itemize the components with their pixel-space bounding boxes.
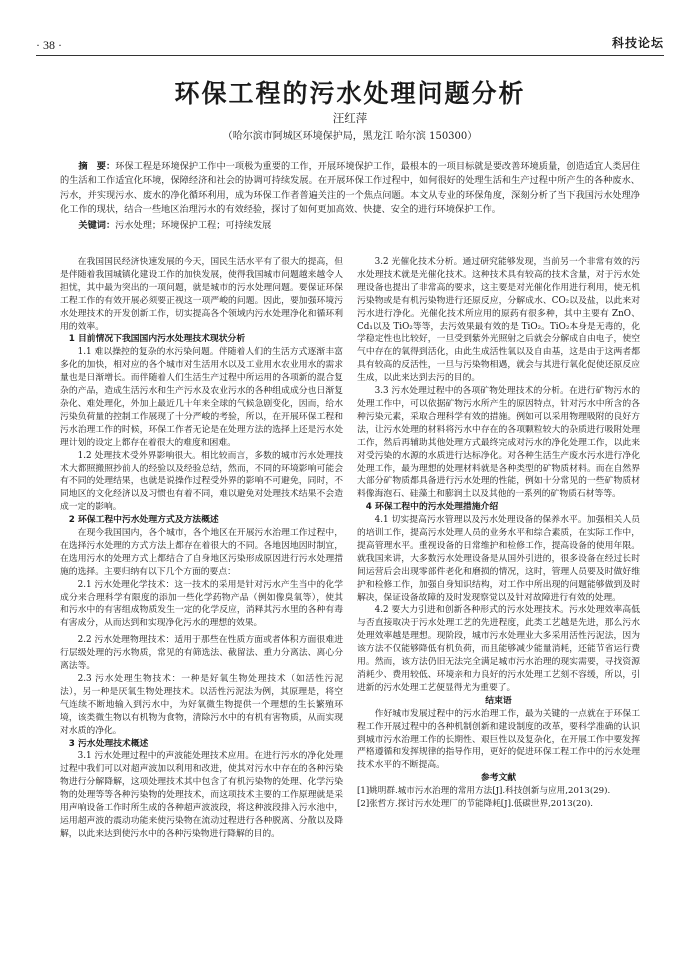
body-paragraph: 1.1 难以操控的复杂的水污染问题。伴随着人们的生活方式逐渐丰富多化的加快，相对应的各个城市对生活用水以及工业用水农业用水的需求量也是日渐增长。而伴随着人们生活生产过程中所运用的各项新的混合复杂的产品，造成生活污水和生产污水及农业污水的各种组成成分也日渐复杂化、难处理化，外加上最近几十年来全球的气候急剧变化，因而，给水污染负荷量的控制工作展现了十分严峻的考验，所以，在开展环保工程和污水治理工作的时候，环保工作者无论是在处理方法的选择上还是污水处理计划的设定上都存在着很大的难度和困难。 [60, 347, 343, 448]
page-header [36, 34, 664, 56]
body-paragraph: 在现今我国国内，各个城市，各个地区在开展污水治理工作过程中，在选择污水处理的方式方法上都存在着很大的不同。各地因地因时制宜，在选用污水的处理方式上都结合了自身地区污染形成原因进行污水处理措施的选择。主要归纳有以下几个方面的要点： [60, 528, 343, 577]
body-paragraph: 3.1 污水处理过程中的声波能处理技术应用。在进行污水的净化处理过程中我们可以对超声波加以利用和改进，使其对污水中存在的各种污染物进行分解降解，这项处理技术其中包含了有机污染物的处理、化学污染物的处理等等各种污染物的处理技术，而这项技术主要的工作原理就是采用声响设备工作时所生成的各种超声波波段，将这种波段排入污水池中，运用超声波的震动功能来使污染物在流动过程进行各种脱离、分散以及降解，以此来达到使污水中的各种污染物进行降解的目的。 [60, 751, 343, 839]
journal-name: 科技论坛 [611, 36, 664, 50]
section-heading: 2 环保工程中污水处理方式及方法概述 [68, 515, 219, 526]
keywords [60, 219, 640, 233]
article-author: 汪红萍 [332, 111, 368, 125]
abstract-text: 环保工程是环境保护工作中一项极为重要的工作，开展环境保护工作，最根本的一项目标就是要改善环境质量，创造适宜人类居住的生活和工作适宜化环境，保障经济和社会的协调可持续发展。在开展环保工作过程中，如何很好的处理生活和生产过程中所产生的各种废水、污水，并实现污水、废水的净化循环利用，成为环保工作者普遍关注的一个焦点问题。本文从专业的环保角度，深刻分析了当下我国污水处理净化工作的现状，结合一些地区治理污水的有效经验，探讨了如何更加高效、快捷、安全的进行环境保护工作。 [60, 161, 640, 215]
reference-item: [1]姚明群.城市污水治理的常用方法[J].科技创新与应用,2013(29). [357, 786, 611, 797]
body-paragraph: 2.3 污水处理生物技术：一种是好氧生物处理技术（如活性污泥法），另一种是厌氧生物处理技术。以活性污泥法为例，其原理是，将空气连续不断地输入到污水中，为好氧微生物提供一个理想的生长繁殖环境，该类微生物以有机物为食物，清除污水中的有机有害物质，从而实现对水质的净化。 [60, 674, 343, 736]
section-heading: 4 环保工程中的污水处理措施介绍 [365, 502, 499, 513]
body-paragraph: 在我国国民经济快速发展的今天，国民生活水平有了很大的提高，但是伴随着我国城镇化建设工作的加快发展，使得我国城市问题越来越令人担忧，其中最为突出的一项问题，就是城市的污水处理问题。要保证环保工程工作的有效开展必须要正视这一项严峻的问题。因此，要加强环境污水处理技术的开发创新工作，切实提高各个领域内污水处理净化和循环利用的效率。 [60, 257, 343, 332]
keywords-text: 污水处理；环境保护工程；可持续发展 [115, 220, 272, 231]
section-heading: 3 污水处理技术概述 [68, 738, 149, 749]
body-paragraph: 2.1 污水处理化学技术：这一技术的采用是针对污水产生当中的化学成分来合理科学有限度的添加一些化学药物产品（例如像臭氧等），使其和污水中的有害组成物质发生一定的化学反应，消释其污水里的各种有毒有害成分，从而达到和实现净化污水的理想的效果。 [60, 579, 343, 629]
body-paragraph: 作好城市发展过程中的污水治理工作，最为关键的一点就在于环保工程工作开展过程中的各种机制创新和建设制度的改革，要科学准确的认识到城市污水治理工作的长期性、艰巨性以及复杂化，在开展工作中要发挥严格遵循和发挥规律的指导作用，更好的促进环保工程工作中的污水处理技术水平的不断提高。 [357, 708, 640, 771]
left-column [60, 256, 343, 841]
body-paragraph: 4.2 要大力引进和创新各种形式的污水处理技术。污水处理效率高低与否直接取决于污水处理工艺的先进程度，此类工艺越是先进，那么污水处理效率越是理想。现阶段，城市污水处理业大多采用活性污泥法，因为该方法不仅能够降低有机负荷，而且能够减少能量消耗，还能节省运行费用。然而，该方法仍旧无法完全满足城市污水治理的现实需要，寻找资源消耗少、费用较低、环境亲和力良好的污水处理工艺刻不容缓，所以，引进新的污水处理工艺便显得尤为重要了。 [357, 605, 640, 693]
section-heading: 结束语 [485, 695, 512, 706]
page-number: · 38 · [36, 38, 62, 52]
body-paragraph: 2.2 污水处理物理技术：适用于那些在性质方面或者体积方面很难进行层级处理的污水物质，常见的有筛选法、截留法、重力分离法、离心分离法等。 [60, 635, 343, 672]
author-affiliation: （哈尔滨市阿城区环境保护局，黑龙江 哈尔滨 150300） [222, 131, 478, 142]
body-paragraph: 3.3 污水处理过程中的各项矿物处理技术的分析。在进行矿物污水的处理工作中，可以依据矿物污水所产生的原因特点，针对污水中所含的各种污染元素，采取合理科学有效的措施。例如可以采用物理吸附的良好方法，让污水处理的材料将污水中存在的各项颗粒较大的杂质进行吸附处理工作，然后再辅助其他处理方式最终完成对污水的净化处理工作，以此来对受污染的水源的水质进行达标净化。对各种生活生产废水污水进行净化处理工作，最为理想的处理材料就是各种类型的矿物质材料。而在自然界大部分矿物质都具备进行污水处理的性能，例如十分常见的一些矿物质材料像海泡石、硅藻土和膨润土以及其他的一系列的矿物质石材等等。 [357, 386, 640, 500]
header-rule [36, 55, 664, 56]
section-heading: 1 目前情况下我国国内污水处理技术现状分析 [68, 334, 246, 345]
reference-item: [2]张哲方.探讨污水处理厂的节能降耗[J].低碳世界,2013(20). [357, 799, 594, 810]
section-heading: 参考文献 [480, 773, 517, 784]
body-paragraph: 4.1 切实提高污水管理以及污水处理设备的保养水平。加强相关人员的培训工作，提高污水处理人员的业务水平和综合素质，在实际工作中，提高管理水平。重视设备的日常维护和检修工作，提高设备的使用年限。就我国来讲，大多数污水处理设备是从国外引进的，很多设备在经过长时间运营后会出现零部件老化和磨损的情况，这时，管理人员要及时做好维护和检修工作，加强自身知识结构，对工作中所出现的问题能够做到及时解决，保证设备故障的及时发现察觉以及针对故障进行有效的处理。 [357, 515, 640, 603]
article-title: 环保工程的污水处理问题分析 [174, 79, 526, 108]
right-column [357, 256, 640, 811]
body-paragraph: 1.2 处理技术受外界影响很大。相比较而言，多数的城市污水处理技术大都照搬照抄前人的经验以及经验总结，然而，不同的环境影响可能会有不同的处理结果，也就是说操作过程受外界的影响不可避免，同时，不同地区的文化经济以及习惯也有着不同，难以避免对处理技术结果不会造成一定的影响。 [60, 450, 343, 513]
abstract-label: 摘 要： [78, 161, 116, 172]
keywords-label: 关键词： [78, 220, 116, 231]
abstract [60, 160, 640, 217]
body-paragraph: 3.2 光催化技术分析。通过研究能够发现，当前另一个非常有效的污水处理技术就是光催化技术。这种技术具有较高的技术含量，对于污水处理设备也提出了非常高的要求，这主要是对光催化作用进行利用，使无机污染物或是有机污染物进行还原反应，分解成水、CO₂以及盐，以此来对污水进行净化。光催化技术所应用的原药有很多种，其中主要有 ZnO、Cd₁以及 TiO₂等等，去污效果最有效的是 TiO₂。TiO₂本身是无毒的，化学稳定性也比较好，一旦受到紫外光照射之后就会分解成自由电子，使空气中存在的氧得到活化，由此生成活性氧以及自由基，这是由于这两者都具有较高的反活性，一旦与污染物相遇，就会与其进行氧化促使还原反应生成，以此来达到去污的目的。 [357, 257, 640, 384]
